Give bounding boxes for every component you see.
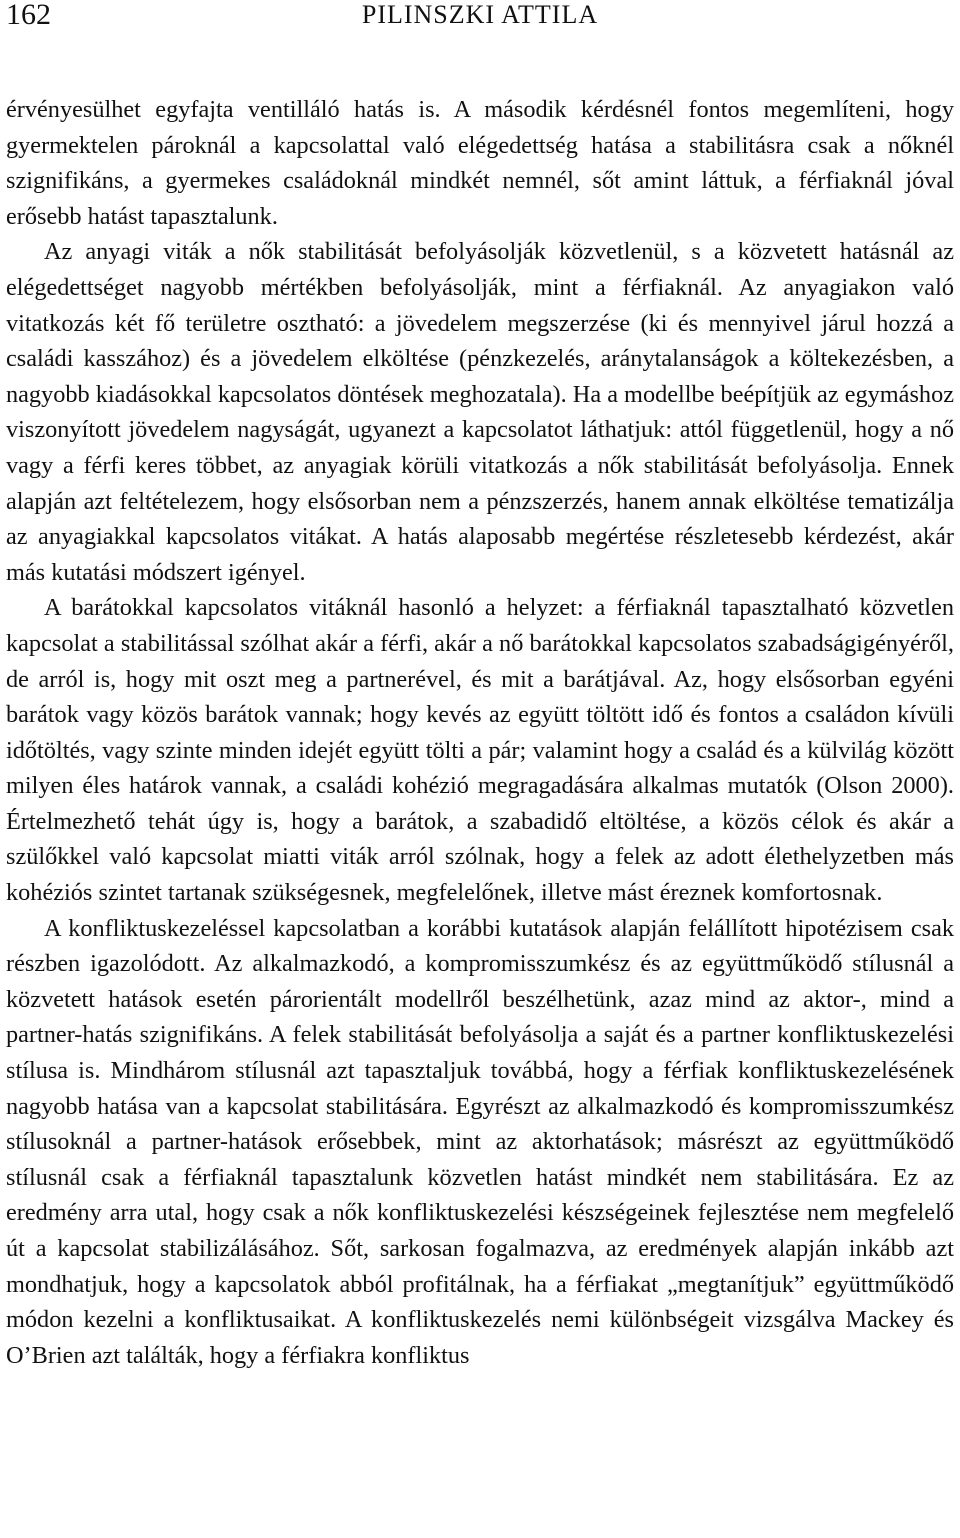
body-text <box>6 92 954 1373</box>
page-header <box>6 0 954 40</box>
paragraph-4: A konfliktuskezeléssel kapcsolatban a korábbi kutatások alapján felállított hipotézisem csak részben igazolódott. Az alkalmazkodó, a kompromisszumkész és az együttműködő stílusnál a közvetett hatások esetén párorientált modellről beszélhetünk, azaz mind az aktor-, mind a partner-hatás szignifikáns. A felek stabilitását befolyásolja a saját és a partner konfliktuskezelési stílusa is. Mindhárom stílusnál azt tapasztaljuk továbbá, hogy a férfiak konfliktuskezelésének nagyobb hatása van a kapcsolat stabilitására. Egyrészt az alkalmazkodó és kompromisszumkész stílusoknál a partner-hatások erősebbek, mint az aktorhatások; másrészt az együttműködő stílusnál csak a férfiaknál tapasztalunk közvetlen hatást mindkét nem stabilitására. Ez az eredmény arra utal, hogy csak a nők konfliktuskezelési készségeinek fejlesztése nem megfelelő út a kapcsolat stabilizálásához. Sőt, sarkosan fogalmazva, az eredmények alapján inkább azt mondhatjuk, hogy a kapcsolatok abból profitálnak, ha a férfiakat „megtanítjuk” együttműködő módon kezelni a konfliktusaikat. A konfliktuskezelés nemi különbségeit vizsgálva Mackey és O’Brien azt találták, hogy a férfiakra konfliktus <box>6 914 954 1369</box>
paragraph-2: Az anyagi viták a nők stabilitását befolyásolják közvetlenül, s a közvetett hatásnál az elégedettséget nagyobb mértékben befolyásolják, mint a férfiaknál. Az anyagiakon való vitatkozás két fő területre osztható: a jövedelem megszerzése (ki és mennyivel járul hozzá a családi kasszához) és a jövedelem elköltése (pénzkezelés, aránytalanságok a költekezésben, a nagyobb kiadásokkal kapcsolatos döntések meghozatala). Ha a modellbe beépítjük az egymáshoz viszonyított jövedelem nagyságát, ugyanezt a kapcsolatot láthatjuk: attól függetlenül, hogy a nő vagy a férfi keres többet, az anyagiak körüli vitatkozás a nők stabilitását befolyásolja. Ennek alapján azt feltételezem, hogy elsősorban nem a pénzszerzés, hanem annak elköltése tematizálja az anyagiakkal kapcsolatos vitákat. A hatás alaposabb megértése részletesebb kérdezést, akár más kutatási módszert igényel. <box>6 238 954 586</box>
paragraph-1: érvényesülhet egyfajta ventilláló hatás is. A második kérdésnél fontos megemlíteni, hogy gyermektelen pároknál a kapcsolattal való elégedettség hatása a stabilitásra csak a nőknél szignifikáns, a gyermekes családoknál mindkét nemnél, sőt amint láttuk, a férfiaknál jóval erősebb hatást tapasztalunk. <box>6 96 954 230</box>
paragraph-3: A barátokkal kapcsolatos vitáknál hasonló a helyzet: a férfiaknál tapasztalható közvetlen kapcsolat a stabilitással szólhat akár a férfi, akár a nő barátokkal kapcsolatos szabadságigényéről, de arról is, hogy mit oszt meg a partnerével, és mit a barátjával. Az, hogy elsősorban egyéni barátok vagy közös barátok vannak; hogy kevés az együtt töltött idő és fontos a családon kívüli időtöltés, vagy szinte minden idejét együtt tölti a pár; valamint hogy a család és a külvilág között milyen éles határok vannak, a családi kohézió megragadására alkalmas mutatók (Olson 2000). Értelmezhető tehát úgy is, hogy a barátok, a szabadidő eltöltése, a közös célok és akár a szülőkkel való kapcsolat miatti viták arról szólnak, hogy a felek az adott élethelyzetben más kohéziós szintet tartanak szükségesnek, megfelelőnek, illetve mást éreznek komfortosnak. <box>6 594 954 907</box>
running-head: PILINSZKI ATTILA <box>361 0 599 29</box>
page-number: 162 <box>6 0 51 31</box>
